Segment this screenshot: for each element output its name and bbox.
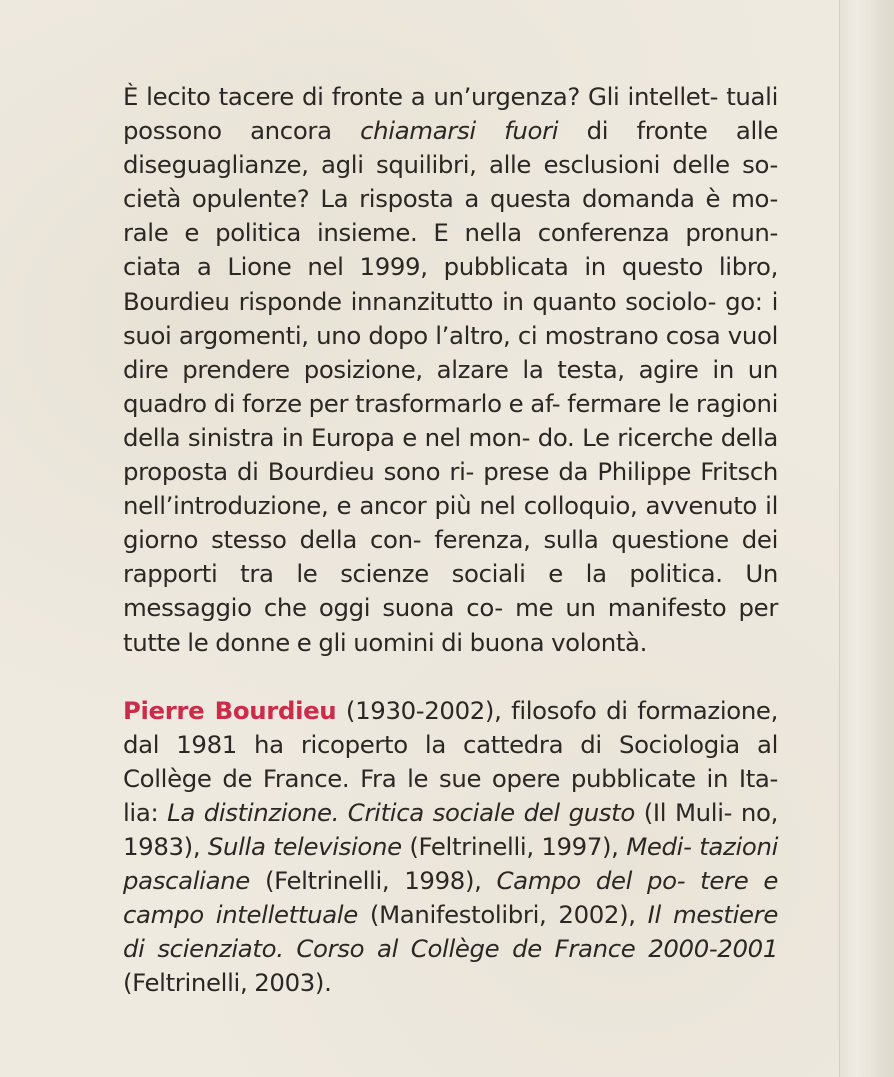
text-segment: no, 1983), xyxy=(123,797,778,861)
text-line: cietà opulente? La risposta a questa domanda è mo- xyxy=(123,184,778,214)
text-line: prese da Philippe Fritsch nell’introduzione, e ancor xyxy=(123,457,779,521)
text-line: Bourdieu risponde innanzitutto in quanto sociolo- xyxy=(123,286,717,316)
text-segment: lia: xyxy=(123,797,168,827)
text-line: sociali e la politica. Un messaggio che oggi suona co- xyxy=(123,559,778,623)
book-title: Campo del po- xyxy=(496,866,686,896)
text-segment: (Feltrinelli, 1998), xyxy=(249,866,497,896)
italic-phrase: chiamarsi fuori xyxy=(360,116,559,146)
text-line: È lecito tacere di fronte a un’urgenza? Gli intellet- xyxy=(123,82,719,111)
text-line: più nel colloquio, avvenuto il giorno stesso della con- xyxy=(123,491,779,555)
text-line: fermare le ragioni della sinistra in Europa e nel mon- xyxy=(123,388,779,452)
text-line: diseguaglianze, agli squilibri, alle esclusioni delle so- xyxy=(123,150,778,180)
book-title: Medi- xyxy=(626,831,692,861)
book-title: La distinzione. Critica sociale del gusto xyxy=(167,797,635,827)
text-line: cosa vuol dire prendere posizione, alzare la testa, xyxy=(123,320,778,384)
author-bio-paragraph xyxy=(123,694,778,1001)
text-line: tuali possono ancora xyxy=(123,82,778,146)
text-line: agire in un quadro di forze per trasformarlo e af- xyxy=(123,354,778,418)
book-title: Sulla televisione xyxy=(207,831,402,861)
text-line: do. Le ricerche della proposta di Bourdieu sono ri- xyxy=(123,422,778,487)
back-cover-text xyxy=(123,80,778,1000)
text-line: rale e politica insieme. E nella conferenza pronun- xyxy=(123,218,778,248)
text-segment: (Feltrinelli, 2003). xyxy=(123,968,332,998)
book-title: mestiere di scienziato. Corso al Collège de France xyxy=(123,900,778,964)
text-segment: (1930-2002), filosofo di formazione, xyxy=(336,695,778,725)
book-title: tazioni pascaliane xyxy=(123,831,778,896)
text-segment: (Manifestolibri, 2002), xyxy=(357,900,648,930)
blurb-paragraph xyxy=(123,80,778,660)
text-line: ferenza, sulla questione dei rapporti tra le scienze xyxy=(123,525,779,589)
text-line: ciata a Lione nel 1999, pubblicata in questo libro, xyxy=(123,252,778,282)
text-segment: (Il Muli- xyxy=(634,797,733,827)
book-title: Il xyxy=(647,900,661,930)
text-segment: (Feltrinelli, 1997), xyxy=(401,831,627,861)
author-name: Pierre Bourdieu xyxy=(123,695,337,725)
text-segment: Collège de France. Fra le sue opere pubblicate in Ita- xyxy=(123,763,778,793)
text-line: di fronte alle xyxy=(558,116,778,146)
text-line: go: i suoi argomenti, uno dopo l’altro, ci mostrano xyxy=(123,286,779,350)
book-title: 2000-2001 xyxy=(648,934,778,964)
text-segment: dal 1981 ha ricoperto la cattedra di Sociologia al xyxy=(123,729,778,759)
text-line: me un manifesto per tutte le donne e gli uomini di xyxy=(123,593,779,657)
text-line: buona volontà. xyxy=(469,627,648,657)
book-title: tere e campo intellettuale xyxy=(123,866,779,930)
page-edge xyxy=(839,0,894,1077)
